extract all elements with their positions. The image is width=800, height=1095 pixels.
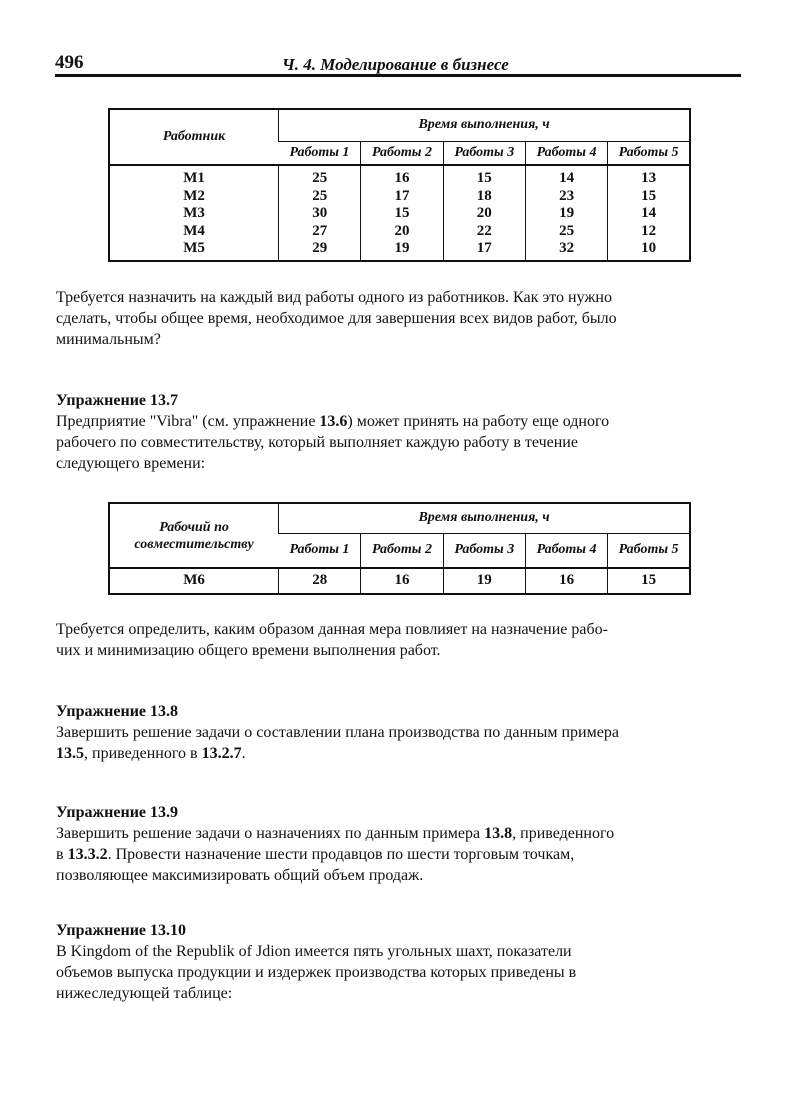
text-line: позволяющее максимизировать общий объем продаж.	[56, 867, 424, 884]
table-cell: 13	[608, 165, 690, 188]
table-cell: 10	[608, 240, 690, 261]
table-cell: 16	[361, 165, 443, 188]
text-line: Требуется назначить на каждый вид работы одного из работников. Как это нужно	[56, 289, 612, 306]
exercise-13-10-text	[56, 941, 741, 1004]
table-cell: 18	[443, 188, 525, 206]
exercise-13-9-text	[56, 823, 741, 886]
table-row	[109, 568, 690, 594]
table-cell: 14	[608, 205, 690, 223]
text-line: рабочего по совместительству, который выполняет каждую работу в течение	[56, 434, 578, 451]
exercise-13-8-text	[56, 722, 741, 764]
table-cell: 25	[279, 188, 361, 206]
table-row	[109, 240, 690, 261]
table-row	[109, 205, 690, 223]
column-header: Работы 4	[525, 533, 607, 568]
text-line: 13.5, приведенного в 13.2.7.	[56, 745, 246, 762]
table-cell: 20	[361, 223, 443, 241]
exercise-13-7-text	[56, 411, 741, 474]
table-cell: 19	[525, 205, 607, 223]
table-cell: 25	[279, 165, 361, 188]
table-cell: 32	[525, 240, 607, 261]
exercise-13-10-heading: Упражнение 13.10	[56, 922, 187, 939]
column-header: Работы 1	[279, 533, 361, 568]
text-line: нижеследующей таблице:	[56, 985, 233, 1002]
text-line: в 13.3.2. Провести назначение шести продавцов по шести торговым точкам,	[56, 846, 575, 863]
worker-name: M2	[183, 187, 205, 204]
column-header: Работы 3	[443, 141, 525, 165]
worker-name: M1	[183, 170, 205, 186]
exercise-13-9-heading: Упражнение 13.9	[56, 804, 179, 821]
table-cell: 23	[525, 188, 607, 206]
text-line: следующего времени:	[56, 455, 206, 472]
column-header: Работы 1	[279, 141, 361, 165]
text-line: Завершить решение задачи о назначениях по данным примера 13.8, приведенного	[56, 825, 615, 842]
part-time-question	[56, 619, 741, 661]
group-header-time: Время выполнения, ч	[279, 503, 690, 533]
running-title: Ч. 4. Моделирование в бизнесе	[282, 55, 509, 74]
column-header: Работы 2	[361, 533, 443, 568]
column-header: Работы 5	[608, 141, 690, 165]
table-cell: 28	[279, 568, 361, 594]
table-cell: 20	[443, 205, 525, 223]
table-cell: 16	[361, 568, 443, 594]
table-cell: 17	[443, 240, 525, 261]
table-cell: 27	[279, 223, 361, 241]
table-row	[109, 223, 690, 241]
column-header: Работы 4	[525, 141, 607, 165]
text-line: Предприятие "Vibra" (см. упражнение 13.6) может принять на работу еще одного	[56, 413, 610, 430]
table-cell: 15	[361, 205, 443, 223]
table-row	[109, 165, 690, 188]
text-line: Завершить решение задачи о составлении плана производства по данным примера	[56, 724, 619, 741]
table-cell: 22	[443, 223, 525, 241]
exercise-13-7-heading: Упражнение 13.7	[56, 392, 179, 409]
assignment-question	[56, 287, 741, 350]
table-cell: 30	[279, 205, 361, 223]
group-header-time: Время выполнения, ч	[279, 109, 690, 141]
column-header: Работы 2	[361, 141, 443, 165]
table-cell: 17	[361, 188, 443, 206]
worker-name: M5	[183, 240, 205, 256]
column-header: Работы 3	[443, 533, 525, 568]
text-line: чих и минимизацию общего времени выполнения работ.	[56, 642, 441, 659]
table-cell: 19	[443, 568, 525, 594]
table-row	[109, 188, 690, 206]
table-cell: 14	[525, 165, 607, 188]
table-cell: 25	[525, 223, 607, 241]
worker-name: M4	[183, 222, 205, 239]
worker-name: M3	[183, 205, 205, 221]
exercise-ref: 13.6	[319, 413, 348, 430]
part-time-worker-table	[108, 502, 691, 595]
text-line: объемов выпуска продукции и издержек производства которых приведены в	[56, 964, 577, 981]
text-line: минимальным?	[56, 331, 161, 348]
work-time-table	[108, 108, 691, 262]
table-cell: 29	[279, 240, 361, 261]
text-line: В Kingdom of the Republik of Jdion имеется пять угольных шахт, показатели	[56, 943, 572, 960]
row-header-worker: Работник	[109, 109, 279, 165]
table-cell: 12	[608, 223, 690, 241]
page-number: 496	[55, 52, 84, 73]
table-cell: 15	[443, 165, 525, 188]
text-line: Требуется определить, каким образом данная мера повлияет на назначение рабо-	[56, 621, 608, 638]
table-cell: 15	[608, 568, 690, 594]
exercise-13-8-heading: Упражнение 13.8	[56, 703, 179, 720]
worker-name: M6	[183, 572, 205, 589]
table-cell: 19	[361, 240, 443, 261]
table-cell: 16	[525, 568, 607, 594]
table-cell: 15	[608, 188, 690, 206]
row-header-part-time: Рабочий по совместительству	[109, 503, 279, 568]
header-rule	[55, 74, 741, 77]
text-line: сделать, чтобы общее время, необходимое для завершения всех видов работ, было	[56, 310, 617, 327]
column-header: Работы 5	[608, 533, 690, 568]
